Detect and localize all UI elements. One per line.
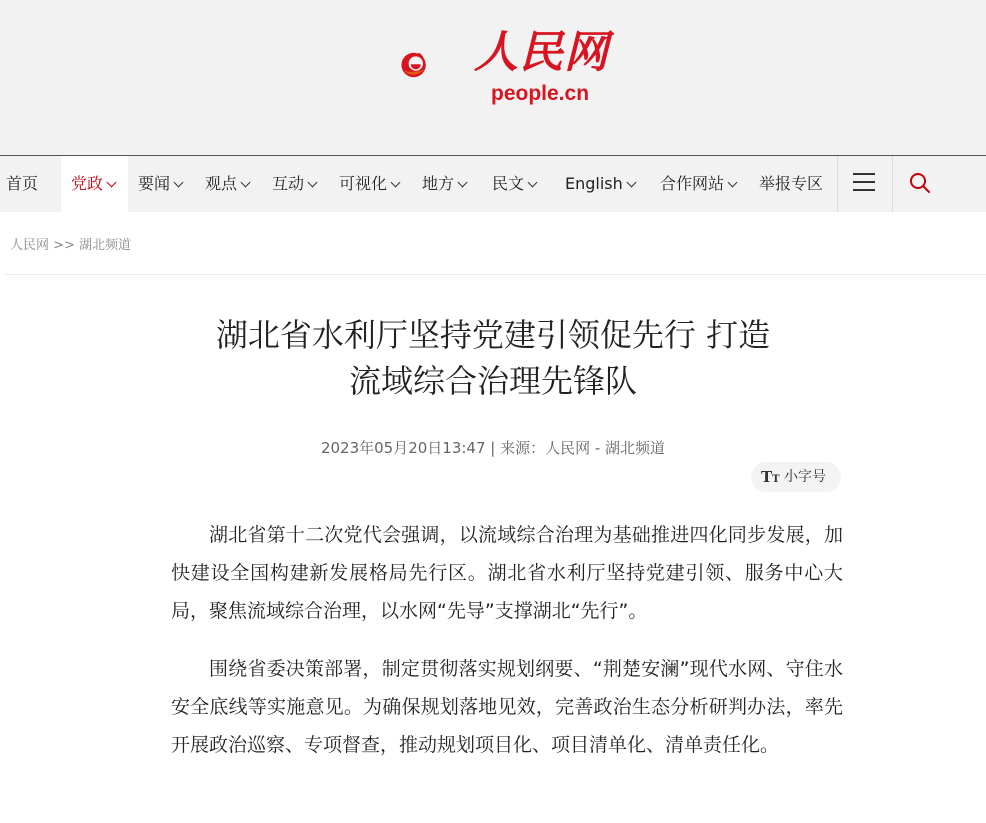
article-title-line2: 流域综合治理先锋队 bbox=[348, 362, 637, 400]
chevron-down-icon bbox=[174, 178, 184, 188]
font-size-label: 小字号 bbox=[784, 469, 826, 485]
nav-item-partners[interactable]: 合作网站 bbox=[660, 156, 736, 212]
font-size-icon: TT bbox=[761, 468, 780, 486]
nav-item-report[interactable]: 举报专区 bbox=[759, 174, 824, 193]
nav-divider bbox=[837, 156, 838, 212]
nav-item-home[interactable]: 首页 bbox=[6, 174, 39, 193]
nav-item-visual[interactable]: 可视化 bbox=[339, 156, 399, 212]
logo-domain[interactable]: people.cn bbox=[491, 82, 590, 105]
chevron-down-icon bbox=[308, 178, 318, 188]
nav-item-news[interactable]: 要闻 bbox=[138, 156, 182, 212]
article-paragraph: 湖北省第十二次党代会强调，以流域综合治理为基础推进四化同步发展，加快建设全国构建新发展格局先行区。湖北省水利厅坚持党建引领、服务中心大局，聚焦流域综合治理，以水网“先导”支撑湖北“先行”。 bbox=[171, 524, 843, 622]
divider bbox=[5, 274, 986, 275]
chevron-down-icon bbox=[391, 178, 401, 188]
chevron-down-icon bbox=[528, 178, 538, 188]
chevron-down-icon bbox=[626, 178, 636, 188]
article-meta: 2023年05月20日13:47 | 来源：人民网 - 湖北频道 bbox=[320, 439, 666, 457]
main-nav bbox=[0, 155, 986, 212]
chevron-down-icon bbox=[458, 178, 468, 188]
nav-item-local[interactable]: 地方 bbox=[422, 156, 466, 212]
hamburger-menu-icon[interactable] bbox=[853, 173, 875, 191]
chevron-down-icon bbox=[107, 178, 117, 188]
article-title bbox=[150, 312, 836, 404]
nav-item-english[interactable]: English bbox=[565, 156, 635, 212]
nav-item-interact[interactable]: 互动 bbox=[272, 156, 316, 212]
breadcrumb[interactable]: 人民网 >> 湖北频道 bbox=[10, 238, 132, 253]
article-title-line1: 湖北省水利厅坚持党建引领促先行 打造 bbox=[215, 316, 771, 354]
font-size-toggle-button[interactable] bbox=[751, 462, 841, 492]
nav-item-politics[interactable]: 党政 bbox=[61, 156, 128, 212]
nav-divider bbox=[892, 156, 893, 212]
nav-item-opinion[interactable]: 观点 bbox=[205, 156, 249, 212]
search-icon[interactable] bbox=[909, 172, 931, 194]
chevron-down-icon bbox=[728, 178, 738, 188]
chevron-down-icon bbox=[241, 178, 251, 188]
logo-text[interactable]: 人民网 bbox=[474, 27, 609, 78]
people-logo-icon[interactable] bbox=[400, 24, 476, 106]
nav-item-ethnic[interactable]: 民文 bbox=[492, 156, 536, 212]
article-paragraph: 围绕省委决策部署，制定贯彻落实规划纲要、“荆楚安澜”现代水网、守住水安全底线等实施意见。为确保规划落地见效，完善政治生态分析研判办法，率先开展政治巡察、专项督查，推动规划项目化、项目清单化、清单责任化。 bbox=[171, 658, 843, 756]
